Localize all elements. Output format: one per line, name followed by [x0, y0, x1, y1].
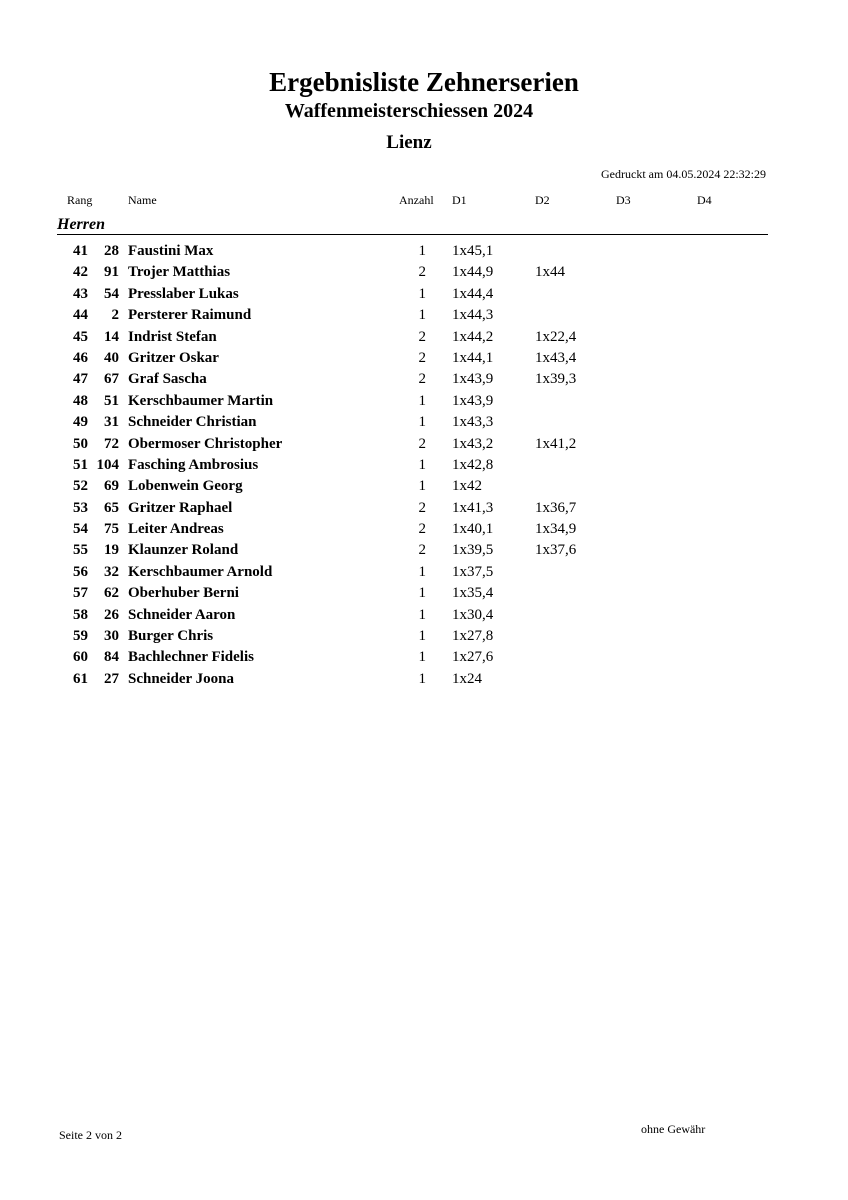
name-cell: Faustini Max [128, 243, 214, 259]
name-cell: Kerschbaumer Martin [128, 392, 274, 409]
rank-cell: 46 [73, 349, 88, 366]
page-title: Ergebnisliste Zehnerserien [269, 67, 579, 97]
d1-cell: 1x43,9 [452, 371, 494, 388]
count-cell: 1 [418, 456, 426, 473]
count-cell: 1 [418, 414, 426, 431]
d1-cell: 1x44,3 [452, 307, 494, 324]
count-cell: 1 [418, 628, 426, 645]
d1-cell: 1x27,6 [452, 649, 494, 666]
table-row [0, 519, 848, 540]
event-subtitle: Waffenmeisterschiessen 2024 [284, 100, 534, 122]
table-row [0, 605, 848, 626]
count-cell: 1 [418, 285, 426, 302]
start-number-cell: 51 [104, 392, 119, 409]
table-row [0, 327, 848, 348]
table-row [0, 262, 848, 283]
start-number-cell: 31 [104, 414, 119, 431]
rank-cell: 52 [73, 478, 88, 495]
d1-cell: 1x44,1 [452, 349, 494, 366]
rank-cell: 55 [73, 542, 88, 559]
name-cell: Presslaber Lukas [128, 285, 239, 302]
printed-timestamp: Gedruckt am 04.05.2024 22:32:29 [601, 167, 766, 181]
name-cell: Burger Chris [128, 628, 214, 645]
start-number-cell: 84 [104, 649, 119, 666]
count-cell: 1 [418, 392, 426, 409]
d1-cell: 1x42,8 [452, 456, 494, 473]
name-cell: Schneider Joona [128, 670, 234, 687]
name-cell: Fasching Ambrosius [128, 456, 259, 473]
start-number-cell: 27 [104, 670, 119, 687]
name-cell: Kerschbaumer Arnold [128, 563, 273, 580]
table-row [0, 434, 848, 455]
rank-cell: 56 [73, 563, 88, 580]
count-cell: 1 [418, 478, 426, 495]
count-cell: 2 [418, 542, 426, 559]
d2-cell: 1x41,2 [535, 435, 577, 452]
d1-cell: 1x44,4 [452, 285, 494, 302]
rank-cell: 49 [73, 414, 88, 431]
name-cell: Lobenwein Georg [128, 478, 243, 495]
table-row [0, 412, 848, 433]
start-number-cell: 14 [104, 328, 119, 345]
d1-cell: 1x37,5 [452, 563, 494, 580]
rank-cell: 45 [73, 328, 88, 345]
table-row [0, 241, 848, 262]
start-number-cell: 32 [104, 563, 119, 580]
table-row [0, 476, 848, 497]
venue-name: Lienz [386, 132, 432, 153]
start-number-cell: 54 [104, 285, 119, 302]
d1-cell: 1x24 [452, 670, 482, 687]
count-cell: 2 [418, 264, 426, 281]
name-cell: Bachlechner Fidelis [128, 649, 254, 666]
table-row [0, 647, 848, 668]
name-cell: Persterer Raimund [128, 307, 252, 324]
start-number-cell: 19 [104, 542, 119, 559]
count-cell: 2 [418, 349, 426, 366]
start-number-cell: 62 [104, 585, 119, 602]
results-table [0, 241, 848, 690]
start-number-cell: 69 [104, 478, 119, 495]
count-cell: 2 [418, 328, 426, 345]
d2-cell: 1x34,9 [535, 521, 577, 538]
rank-cell: 41 [73, 243, 88, 259]
start-number-cell: 72 [104, 435, 119, 452]
disclaimer: ohne Gewähr [641, 1122, 706, 1136]
start-number-cell: 75 [104, 521, 119, 538]
d1-cell: 1x35,4 [452, 585, 494, 602]
count-cell: 1 [418, 307, 426, 324]
count-cell: 2 [418, 371, 426, 388]
d2-cell: 1x44 [535, 264, 565, 281]
table-row [0, 498, 848, 519]
column-header-rang: Rang [67, 193, 93, 207]
rank-cell: 53 [73, 499, 88, 516]
table-row [0, 562, 848, 583]
rank-cell: 51 [73, 456, 88, 473]
name-cell: Trojer Matthias [128, 264, 231, 281]
start-number-cell: 2 [111, 307, 119, 324]
d1-cell: 1x30,4 [452, 606, 494, 623]
start-number-cell: 104 [96, 456, 119, 473]
name-cell: Leiter Andreas [128, 521, 224, 538]
d2-cell: 1x22,4 [535, 328, 577, 345]
count-cell: 2 [418, 521, 426, 538]
rank-cell: 59 [73, 628, 88, 645]
rank-cell: 61 [73, 670, 88, 687]
count-cell: 1 [418, 649, 426, 666]
d1-cell: 1x43,9 [452, 392, 494, 409]
column-header-d3: D3 [616, 193, 631, 207]
start-number-cell: 40 [104, 349, 119, 366]
count-cell: 1 [418, 670, 426, 687]
start-number-cell: 30 [104, 628, 119, 645]
section-heading: Herren [57, 216, 105, 233]
count-cell: 1 [418, 585, 426, 602]
start-number-cell: 91 [104, 264, 119, 281]
d1-cell: 1x44,2 [452, 328, 494, 345]
table-row [0, 305, 848, 326]
table-row [0, 540, 848, 561]
rank-cell: 60 [73, 649, 88, 666]
count-cell: 1 [418, 563, 426, 580]
rank-cell: 58 [73, 606, 88, 623]
start-number-cell: 65 [104, 499, 119, 516]
d2-cell: 1x39,3 [535, 371, 577, 388]
name-cell: Schneider Christian [128, 414, 257, 431]
column-header-d2: D2 [535, 193, 550, 207]
table-row [0, 369, 848, 390]
count-cell: 2 [418, 499, 426, 516]
rank-cell: 44 [73, 307, 88, 324]
rank-cell: 43 [73, 285, 88, 302]
name-cell: Klaunzer Roland [128, 542, 239, 559]
rank-cell: 57 [73, 585, 88, 602]
name-cell: Graf Sascha [128, 371, 207, 388]
name-cell: Oberhuber Berni [128, 585, 239, 602]
table-row [0, 391, 848, 412]
name-cell: Obermoser Christopher [128, 435, 283, 452]
table-row [0, 348, 848, 369]
rank-cell: 42 [73, 264, 88, 281]
d1-cell: 1x40,1 [452, 521, 494, 538]
column-header-anzahl: Anzahl [399, 193, 434, 207]
d2-cell: 1x37,6 [535, 542, 577, 559]
count-cell: 2 [418, 435, 426, 452]
name-cell: Schneider Aaron [128, 606, 236, 623]
rank-cell: 54 [73, 521, 88, 538]
count-cell: 1 [418, 243, 426, 259]
d1-cell: 1x39,5 [452, 542, 494, 559]
section-divider [57, 234, 768, 235]
d1-cell: 1x41,3 [452, 499, 494, 516]
name-cell: Gritzer Oskar [128, 349, 219, 366]
d1-cell: 1x44,9 [452, 264, 494, 281]
rank-cell: 50 [73, 435, 88, 452]
d2-cell: 1x36,7 [535, 499, 577, 516]
d1-cell: 1x42 [452, 478, 482, 495]
d2-cell: 1x43,4 [535, 349, 577, 366]
d1-cell: 1x43,3 [452, 414, 494, 431]
name-cell: Indrist Stefan [128, 328, 217, 345]
column-header-d1: D1 [452, 193, 467, 207]
start-number-cell: 26 [104, 606, 119, 623]
table-row [0, 669, 848, 690]
table-row [0, 284, 848, 305]
rank-cell: 47 [73, 371, 88, 388]
name-cell: Gritzer Raphael [128, 499, 233, 516]
column-header-name: Name [128, 193, 157, 207]
d1-cell: 1x43,2 [452, 435, 494, 452]
d1-cell: 1x27,8 [452, 628, 494, 645]
table-row [0, 626, 848, 647]
column-header-d4: D4 [697, 193, 712, 207]
d1-cell: 1x45,1 [452, 243, 494, 259]
page-number: Seite 2 von 2 [59, 1128, 122, 1142]
start-number-cell: 28 [104, 243, 119, 259]
count-cell: 1 [418, 606, 426, 623]
table-row [0, 455, 848, 476]
rank-cell: 48 [73, 392, 88, 409]
table-row [0, 583, 848, 604]
start-number-cell: 67 [104, 371, 119, 388]
